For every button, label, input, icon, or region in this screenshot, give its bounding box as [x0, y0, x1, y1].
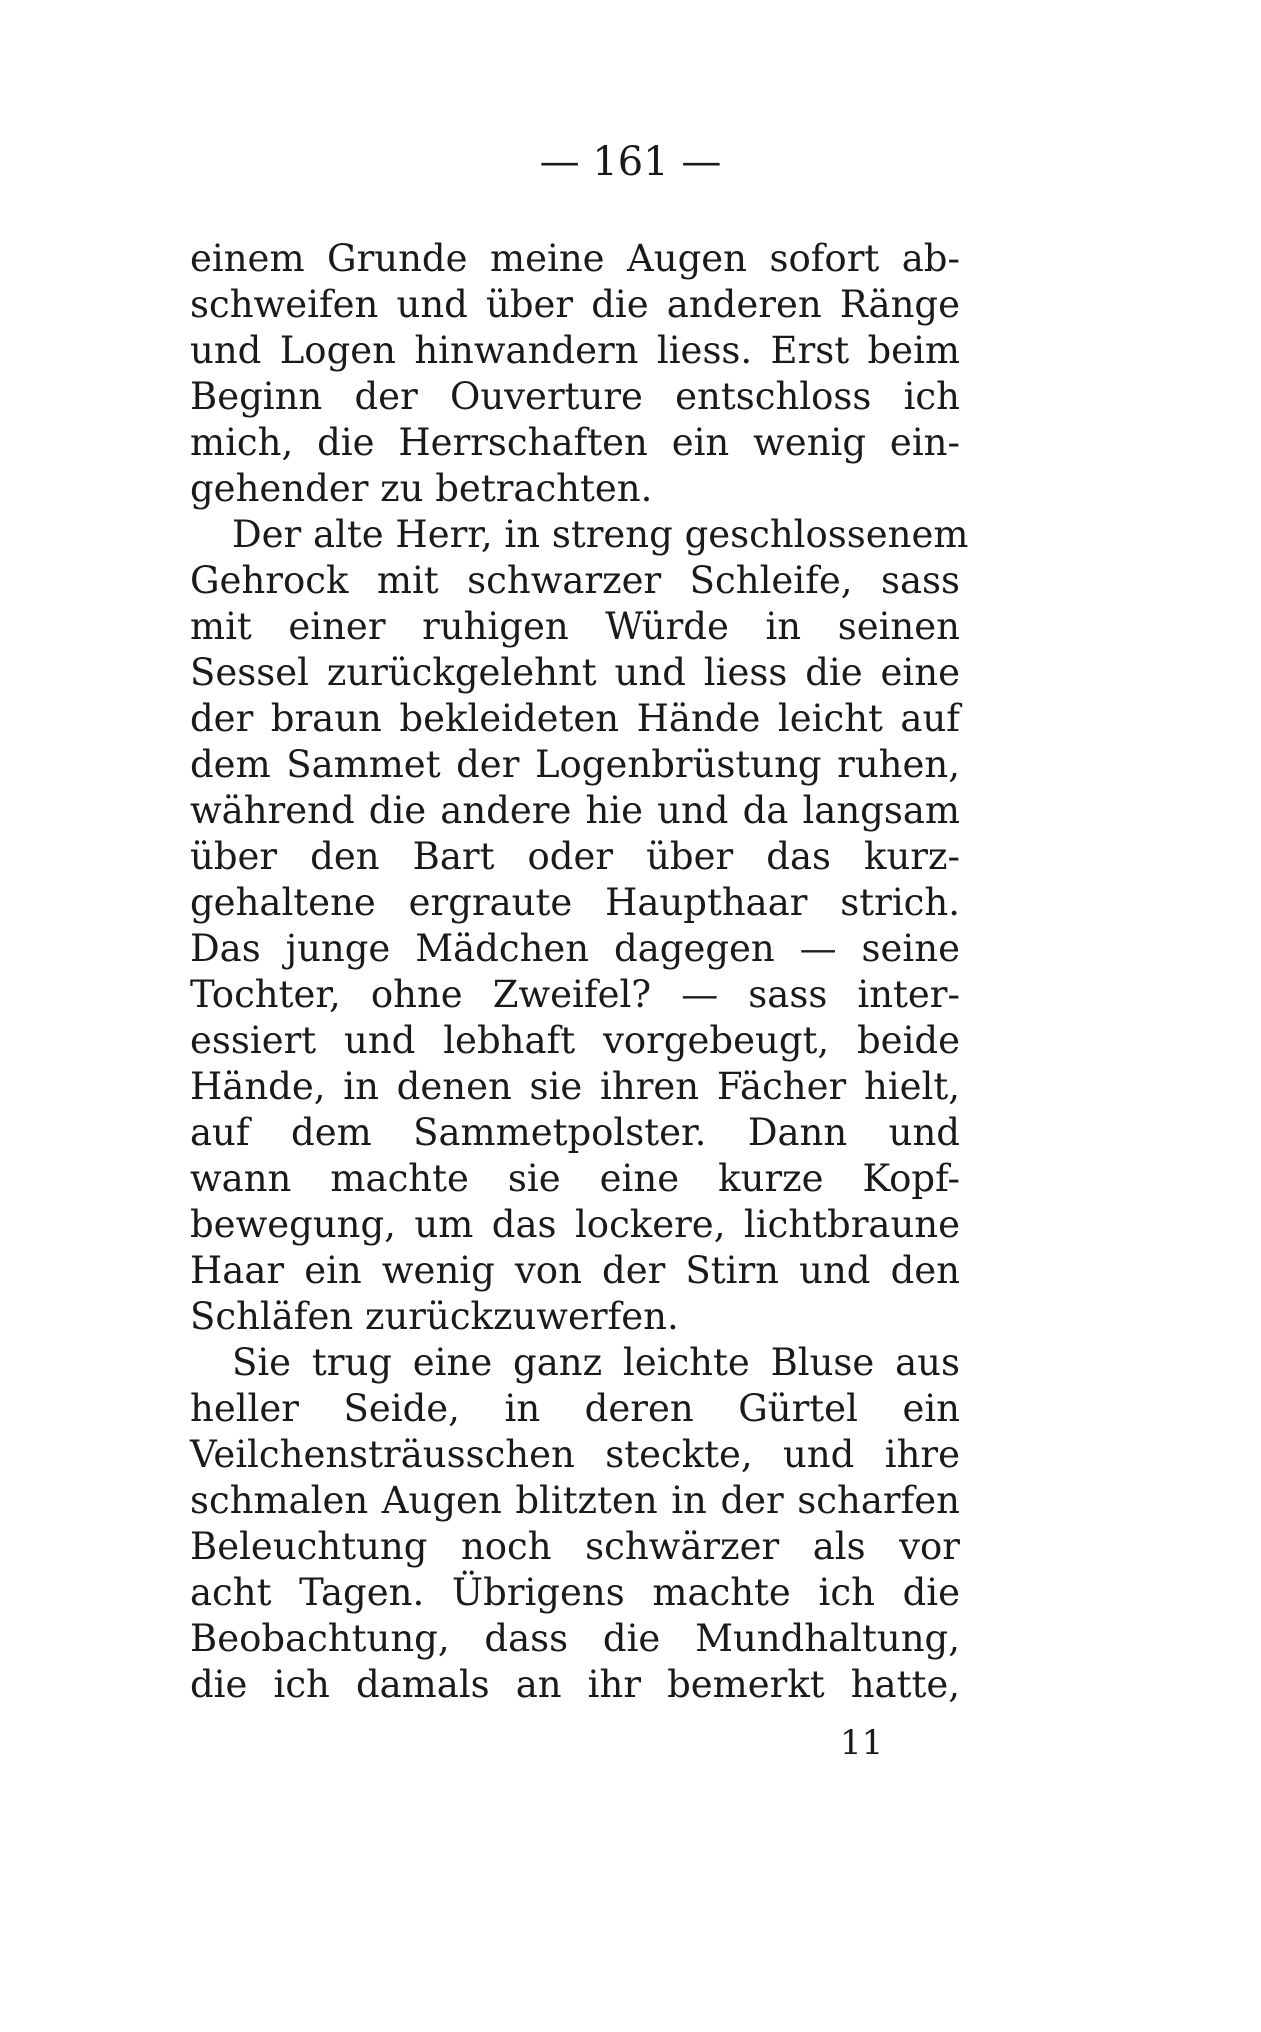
text-line: Sessel zurückgelehnt und liess die eine [190, 651, 960, 694]
text-line: und Logen hinwandern liess. Erst beim [190, 329, 960, 372]
text-line: mich, die Herrschaften ein wenig ein- [190, 421, 960, 464]
text-line: Das junge Mädchen dagegen — seine [190, 927, 960, 970]
text-line: gehaltene ergraute Haupthaar strich. [190, 881, 960, 924]
text-line: Tochter, ohne Zweifel? — sass inter- [190, 973, 960, 1016]
text-line: Schläfen zurückzuwerfen. [190, 1295, 679, 1338]
text-line: Hände, in denen sie ihren Fächer hielt, [190, 1065, 960, 1108]
text-line: auf dem Sammetpolster. Dann und [190, 1111, 960, 1154]
text-line: schmalen Augen blitzten in der scharfen [190, 1479, 960, 1522]
page-number-header: — 161 — [539, 139, 722, 185]
text-line: während die andere hie und da langsam [190, 789, 960, 832]
body-text [190, 236, 969, 1708]
text-line: Sie trug eine ganz leichte Bluse aus [232, 1341, 960, 1384]
text-line: bewegung, um das lockere, lichtbraune [190, 1203, 960, 1246]
text-line: Beleuchtung noch schwärzer als vor [190, 1525, 960, 1568]
text-line: Veilchensträusschen steckte, und ihre [190, 1433, 960, 1476]
text-line: über den Bart oder über das kurz- [190, 835, 960, 878]
text-line: gehender zu betrachten. [190, 467, 653, 510]
text-line: schweifen und über die anderen Ränge [190, 283, 960, 326]
text-line: einem Grunde meine Augen sofort ab- [190, 237, 960, 280]
text-line: heller Seide, in deren Gürtel ein [190, 1387, 960, 1430]
text-line: Beginn der Ouverture entschloss ich [190, 375, 960, 418]
printer-signature-mark: 11 [840, 1723, 884, 1763]
text-line: dem Sammet der Logenbrüstung ruhen, [190, 743, 960, 786]
text-line: Haar ein wenig von der Stirn und den [190, 1249, 960, 1292]
text-line: wann machte sie eine kurze Kopf- [190, 1157, 960, 1200]
text-line: die ich damals an ihr bemerkt hatte, [190, 1663, 960, 1706]
text-line: Der alte Herr, in streng geschlossenem [232, 513, 969, 556]
text-line: acht Tagen. Übrigens machte ich die [190, 1571, 960, 1614]
text-line: Beobachtung, dass die Mundhaltung, [190, 1617, 960, 1660]
text-line: Gehrock mit schwarzer Schleife, sass [190, 559, 960, 602]
text-line: mit einer ruhigen Würde in seinen [190, 605, 960, 648]
text-line: essiert und lebhaft vorgebeugt, beide [190, 1019, 960, 1062]
text-line: der braun bekleideten Hände leicht auf [190, 697, 960, 740]
